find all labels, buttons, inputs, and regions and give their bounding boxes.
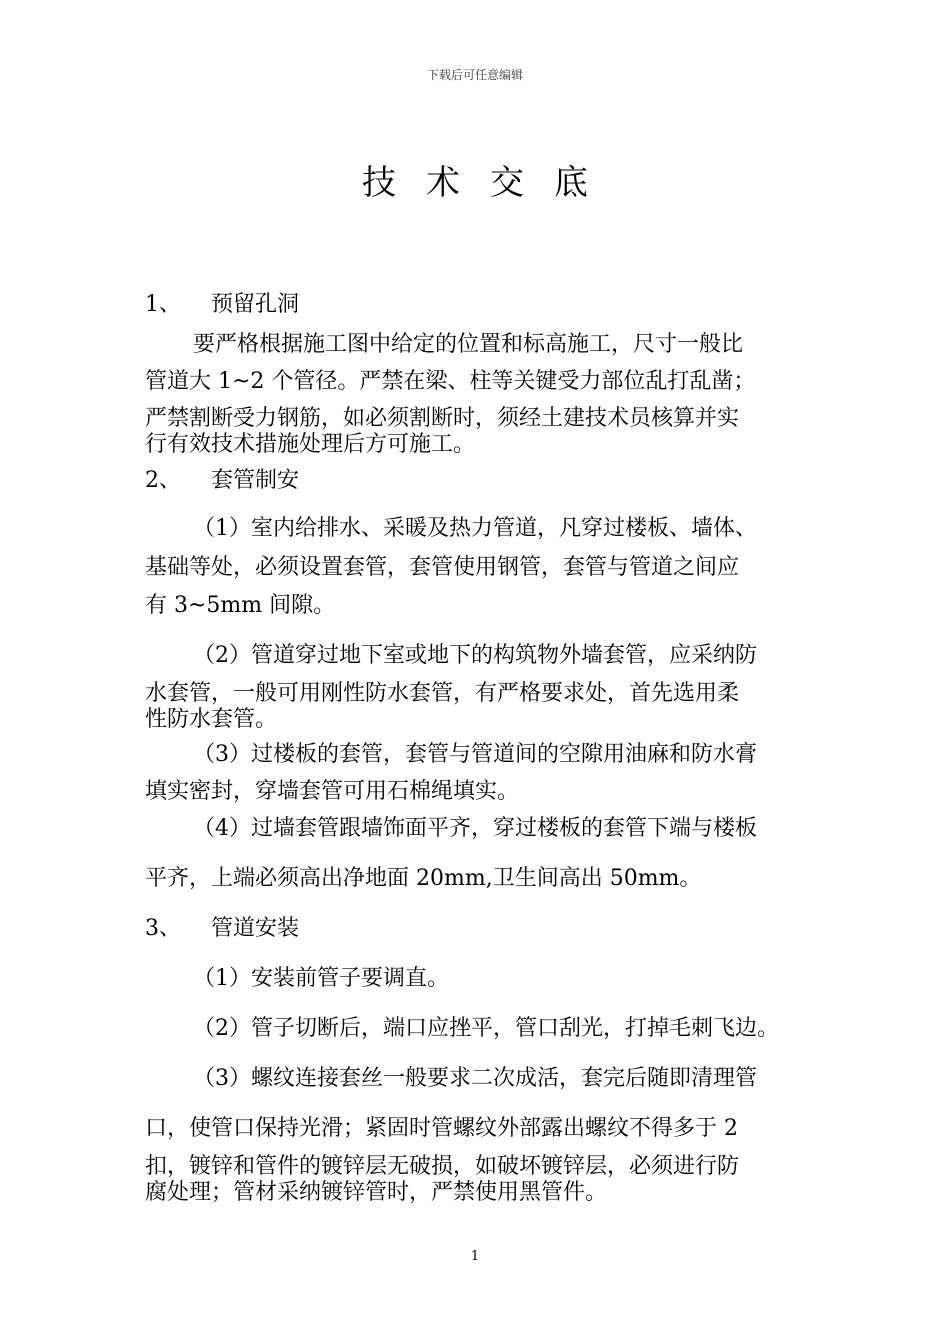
paragraph-line: 填实密封，穿墙套管可用石棉绳填实。 — [145, 779, 520, 804]
paragraph-line: （1）室内给排水、采暖及热力管道，凡穿过楼板、墙体、 — [193, 516, 757, 541]
paragraph-line: 性防水套管。 — [145, 707, 278, 732]
section-number: 1、 — [145, 292, 181, 317]
section-heading — [145, 468, 299, 494]
section-number: 2、 — [145, 468, 181, 493]
section-heading — [145, 292, 299, 318]
paragraph-line: （1）安装前管子要调直。 — [193, 966, 449, 991]
paragraph-line: （3）过楼板的套管，套管与管道间的空隙用油麻和防水膏 — [193, 742, 757, 767]
paragraph-line: 管道大 1~2 个管径。严禁在梁、柱等关键受力部位乱打乱凿； — [145, 369, 756, 394]
paragraph-line: 严禁割断受力钢筋，如必须割断时，须经土建技术员核算并实 — [145, 406, 740, 431]
paragraph-line: （2）管子切断后，端口应挫平，管口刮光，打掉毛刺飞边。 — [193, 1016, 779, 1041]
section-title: 套管制安 — [211, 468, 300, 493]
paragraph-line: 行有效技术措施处理后方可施工。 — [145, 432, 476, 457]
paragraph-line: （4）过墙套管跟墙饰面平齐，穿过楼板的套管下端与楼板 — [193, 816, 757, 841]
section-title: 预留孔洞 — [211, 292, 300, 317]
paragraph-line: 要严格根据施工图中给定的位置和标高施工，尺寸一般比 — [193, 332, 744, 357]
paragraph-line: 有 3~5mm 间隙。 — [145, 593, 336, 618]
paragraph-line: 腐处理；管材采纳镀锌管时，严禁使用黑管件。 — [145, 1180, 608, 1205]
page-number: 1 — [470, 1249, 480, 1264]
section-heading — [145, 916, 299, 942]
paragraph-line: 平齐，上端必须高出净地面 20mm,卫生间高出 50mm。 — [145, 866, 702, 891]
document-title: 技术交底 — [362, 163, 618, 203]
header-note: 下载后可任意编辑 — [426, 68, 523, 82]
section-number: 3、 — [145, 916, 181, 941]
paragraph-line: 水套管，一般可用刚性防水套管，有严格要求处，首先选用柔 — [145, 681, 740, 706]
paragraph-line: （3）螺纹连接套丝一般要求二次成活，套完后随即清理管 — [193, 1066, 757, 1091]
paragraph-line: 基础等处，必须设置套管，套管使用钢管，套管与管道之间应 — [145, 555, 740, 580]
paragraph-line: 扣，镀锌和管件的镀锌层无破损，如破坏镀锌层，必须进行防 — [145, 1154, 740, 1179]
paragraph-line: 口，使管口保持光滑；紧固时管螺纹外部露出螺纹不得多于 2 — [145, 1116, 738, 1141]
section-title: 管道安装 — [211, 916, 300, 941]
paragraph-line: （2）管道穿过地下室或地下的构筑物外墙套管，应采纳防 — [193, 643, 757, 668]
